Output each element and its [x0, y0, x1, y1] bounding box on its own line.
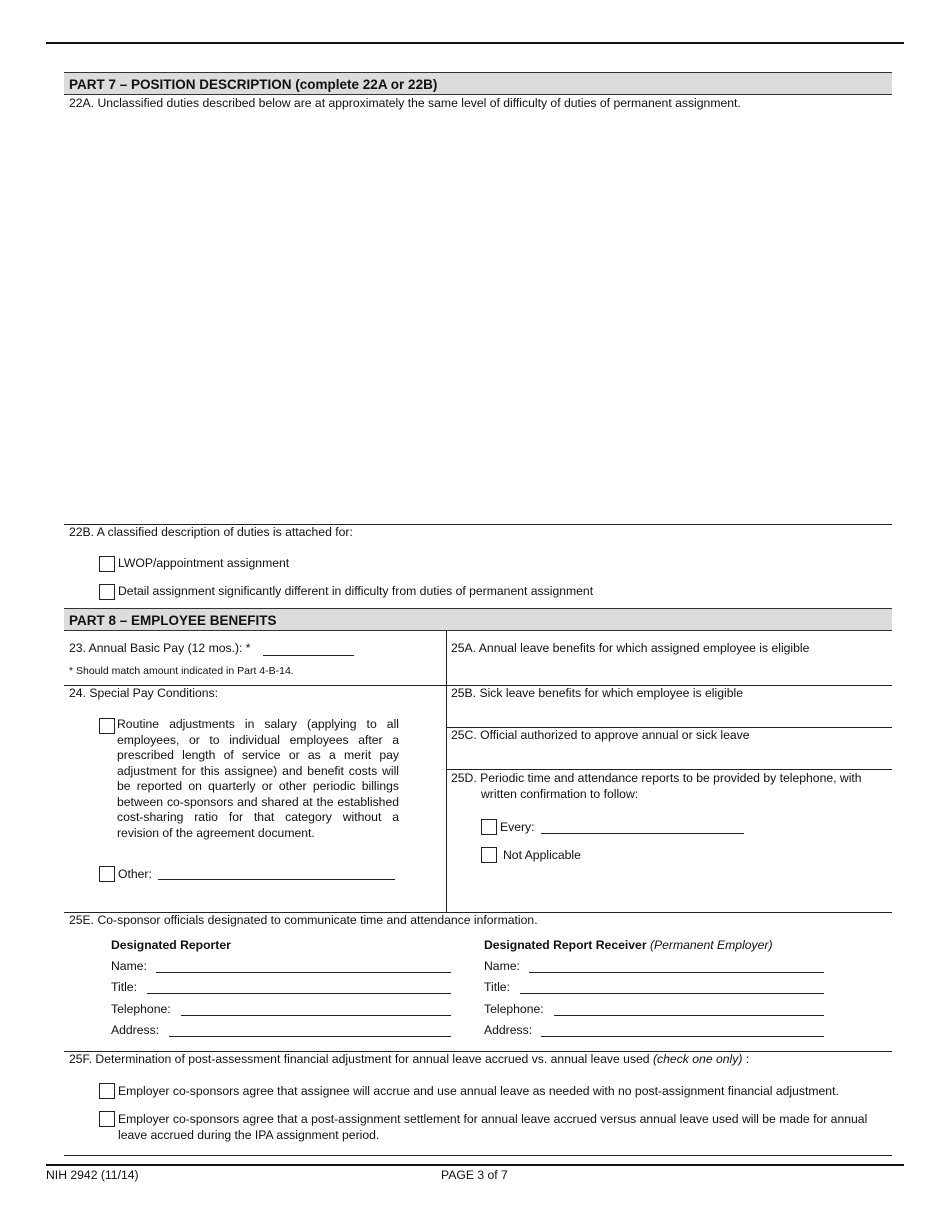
reporter-name-label: Name:: [111, 959, 147, 973]
not-applicable-label: Not Applicable: [503, 848, 581, 862]
reporter-title-field[interactable]: [147, 993, 451, 994]
item-25c-label: 25C. Official authorized to approve annual or sick leave: [451, 728, 750, 742]
page-number: PAGE 3 of 7: [441, 1168, 508, 1182]
detail-assignment-option-label: Detail assignment significantly different in difficulty from duties of permanent assignment: [118, 584, 594, 598]
lwop-option-label: LWOP/appointment assignment: [118, 556, 290, 570]
receiver-telephone-field[interactable]: [554, 1015, 824, 1016]
other-label: Other:: [118, 867, 152, 881]
receiver-heading: [484, 938, 773, 954]
receiver-name-field[interactable]: [529, 972, 824, 973]
item-25a-label: 25A. Annual leave benefits for which assigned employee is eligible: [451, 641, 810, 655]
receiver-name-label: Name:: [484, 959, 520, 973]
settlement-checkbox[interactable]: [99, 1111, 115, 1127]
bottom-section-rule: [64, 1155, 892, 1156]
reporter-telephone-label: Telephone:: [111, 1002, 171, 1016]
part7-header: PART 7 – POSITION DESCRIPTION (complete 22A or 22B): [64, 72, 892, 95]
part8-header: PART 8 – EMPLOYEE BENEFITS: [64, 608, 892, 631]
annual-basic-pay-field[interactable]: [263, 655, 354, 656]
other-field[interactable]: [158, 879, 395, 880]
item-25f-colon: :: [742, 1052, 750, 1066]
receiver-title-label: Title:: [484, 980, 510, 994]
item-25d-line2: written confirmation to follow:: [481, 787, 639, 801]
no-adjustment-option-label: Employer co-sponsors agree that assignee will accrue and use annual leave as needed with no post-assignment financial adjustment.: [118, 1084, 839, 1098]
item-23-label: 23. Annual Basic Pay (12 mos.): *: [69, 641, 251, 655]
other-checkbox[interactable]: [99, 866, 115, 882]
reporter-name-field[interactable]: [156, 972, 451, 973]
lwop-checkbox[interactable]: [99, 556, 115, 572]
reporter-address-label: Address:: [111, 1023, 160, 1037]
form-id: NIH 2942 (11/14): [46, 1168, 139, 1182]
not-applicable-checkbox[interactable]: [481, 847, 497, 863]
every-checkbox[interactable]: [481, 819, 497, 835]
receiver-address-label: Address:: [484, 1023, 533, 1037]
item-25d-line1: 25D. Periodic time and attendance reports to be provided by telephone, with: [451, 771, 862, 785]
settlement-option-label: Employer co-sponsors agree that a post-assignment settlement for annual leave accrued versus annual leave used will be made for annual leave accrued during the IPA assignment period.: [118, 1112, 868, 1142]
receiver-heading-title: Designated Report Receiver: [484, 938, 647, 952]
reporter-address-field[interactable]: [169, 1036, 451, 1037]
receiver-telephone-label: Telephone:: [484, 1002, 544, 1016]
reporter-title-label: Title:: [111, 980, 137, 994]
item-22a-text-area[interactable]: [64, 114, 892, 522]
item-25e-label: 25E. Co-sponsor officials designated to communicate time and attendance information.: [69, 913, 538, 927]
item-25f-text: 25F. Determination of post-assessment financial adjustment for annual leave accrued vs. annual leave used: [69, 1052, 650, 1066]
item-25f-label: [69, 1052, 749, 1068]
reporter-telephone-field[interactable]: [181, 1015, 451, 1016]
top-rule: [46, 42, 904, 44]
item-24-label: 24. Special Pay Conditions:: [69, 686, 219, 700]
every-label: Every:: [500, 820, 535, 834]
routine-adjustments-checkbox[interactable]: [99, 718, 115, 734]
footer-rule: [46, 1164, 904, 1166]
no-adjustment-checkbox[interactable]: [99, 1083, 115, 1099]
receiver-address-field[interactable]: [541, 1036, 824, 1037]
item-23-note: * Should match amount indicated in Part 4-B-14.: [69, 665, 294, 677]
detail-assignment-checkbox[interactable]: [99, 584, 115, 600]
item-25f-note: (check one only): [652, 1052, 743, 1066]
divider-25d: [447, 769, 892, 770]
item-22b-label: 22B. A classified description of duties is attached for:: [69, 525, 353, 539]
item-22a-label: 22A. Unclassified duties described below are at approximately the same level of difficulty of duties of permanent assignment.: [69, 96, 741, 110]
item-25b-label: 25B. Sick leave benefits for which employee is eligible: [451, 686, 743, 700]
receiver-heading-note: (Permanent Employer): [649, 938, 773, 952]
routine-adjustments-text: Routine adjustments in salary (applying to all employees, or to individual employees after a prescribed length of service or as a merit pay adjustment for this assignee) and benefit costs will be reported on quarterly or other periodic billings between co-sponsors and shared at the established cost-sharing ratio for that category without a revision of the agreement document.: [117, 717, 399, 840]
every-field[interactable]: [541, 833, 744, 834]
receiver-title-field[interactable]: [520, 993, 824, 994]
column-divider: [446, 631, 447, 912]
reporter-heading: Designated Reporter: [111, 938, 231, 952]
